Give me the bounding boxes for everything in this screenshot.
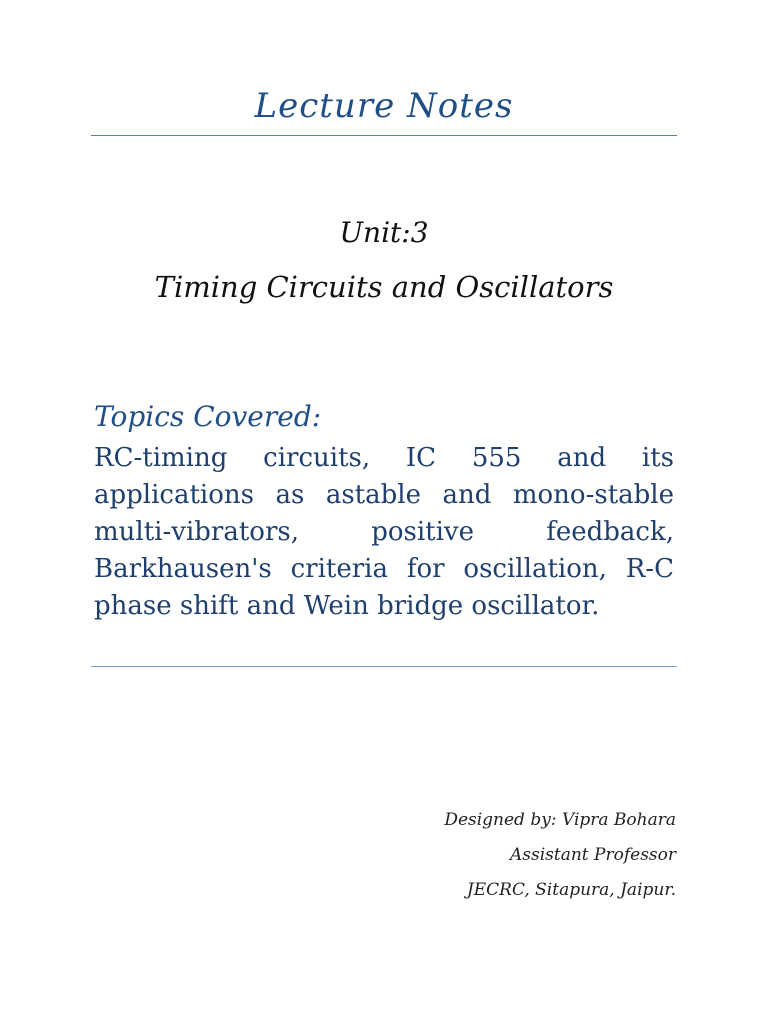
topics-body: RC-timing circuits, IC 555 and its applications as astable and mono-stable multi-vibrators, positive feedback, Barkhausen's criteria for oscillation, R-C phase shift and Wein bridge oscillator. [94, 443, 674, 621]
designer-credit: Designed by: Vipra Bohara [444, 810, 676, 830]
topics-heading: Topics Covered: [94, 400, 322, 433]
designer-position: Assistant Professor [510, 845, 676, 865]
title-divider [91, 135, 677, 136]
topics-divider [91, 666, 677, 667]
page-title: Lecture Notes [254, 86, 514, 126]
unit-title: Timing Circuits and Oscillators [154, 270, 614, 304]
unit-number: Unit:3 [339, 216, 429, 249]
designer-institution: JECRC, Sitapura, Jaipur. [466, 880, 676, 900]
